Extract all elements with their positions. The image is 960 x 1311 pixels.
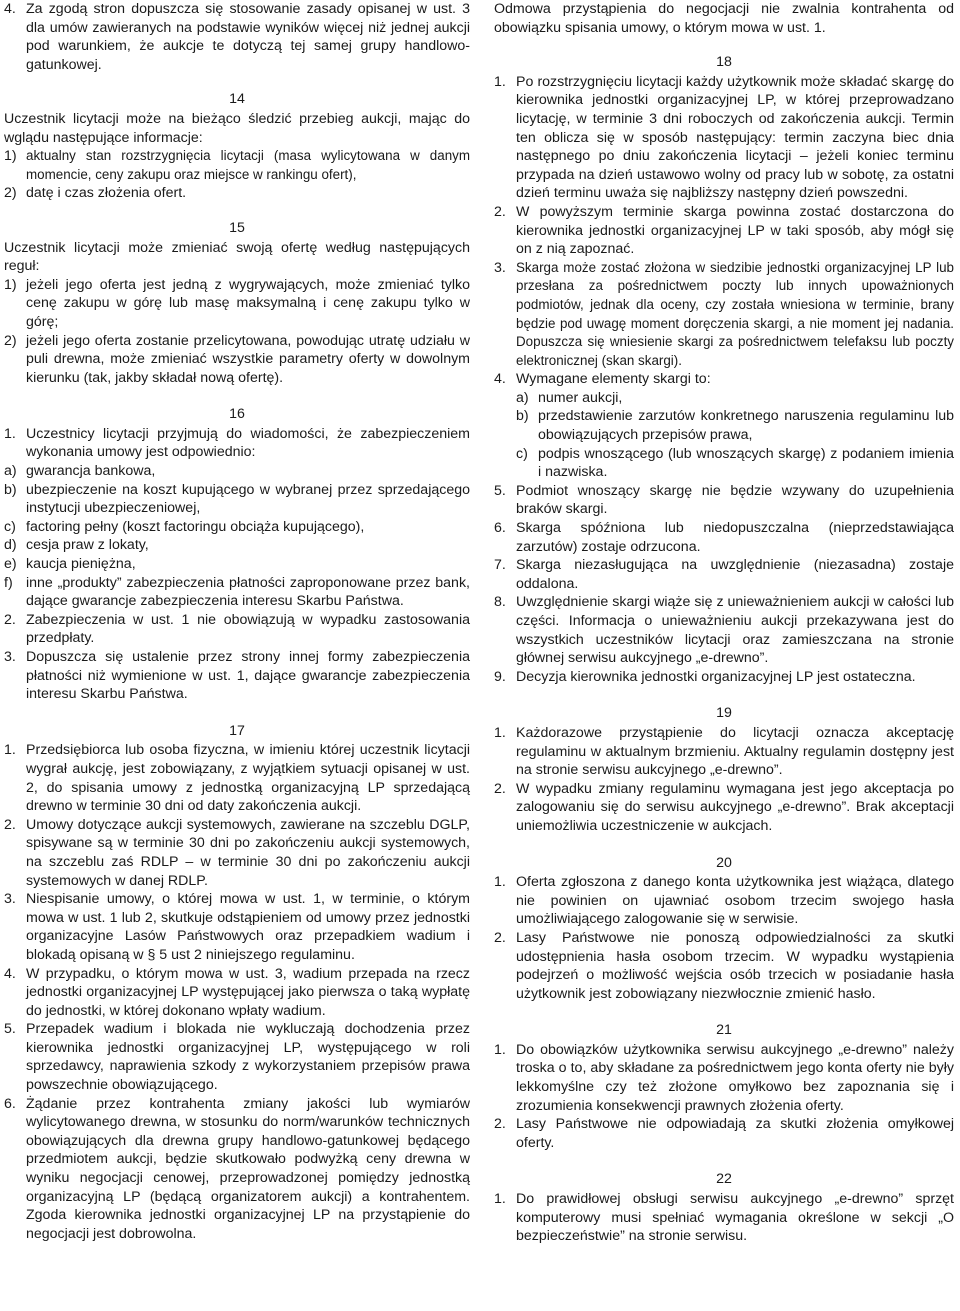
item-number: 9. (494, 668, 506, 685)
item-text: Do obowiązków użytkownika serwisu aukcyjnego „e-drewno” należy troska o to, aby składane za pośrednictwem jego konta oferty nie były lekkomyślne czy też złożone omyłkowo bez zapoznania się i zrozumienia konsekwencji prawnych złożenia oferty. (516, 1041, 954, 1114)
item-letter: a) (516, 389, 529, 406)
section-heading-20: 20 (716, 854, 732, 871)
list-item (494, 445, 954, 482)
item-number: 3. (494, 259, 506, 276)
list-item (4, 648, 470, 704)
list-item (494, 482, 954, 519)
list-item (4, 890, 470, 964)
item-text: jeżeli jego oferta zostanie przelicytowana, powodując utratę udziału w puli drewna, może zmieniać wszystkie parametry oferty w dowolnym kierunku (tak, jakby składał nową ofertę). (26, 332, 470, 386)
section-15-intro: Uczestnik licytacji może zmieniać swoją ofertę według następujących reguł: (4, 239, 470, 275)
item-letter: d) (4, 537, 17, 554)
item-text: cesja praw z lokaty, (26, 537, 149, 554)
item-number: 2. (494, 929, 506, 946)
item-text: Wymagane elementy skargi to: (516, 371, 711, 388)
section-heading-14: 14 (229, 91, 245, 108)
section-heading-22: 22 (716, 1171, 732, 1188)
item-number: 7. (494, 557, 506, 574)
list-item (4, 518, 470, 537)
list-item (4, 816, 470, 890)
list-item (494, 407, 954, 444)
list-item (494, 873, 954, 929)
item-text: factoring pełny (koszt factoringu obciąża kupującego), (26, 518, 365, 535)
item-text: Niespisanie umowy, o której mowa w ust. 1, w terminie, o którym mowa w ust. 1 lub 2, skutkuje odstąpieniem od umowy przez jednostki organizacyjne Lasów Państwowych oraz przepadkiem wadium i blokadą opisaną w § 5 ust 2 niniejszego regulaminu. (26, 891, 470, 963)
item-text: aktualny stan rozstrzygnięcia licytacji (masa wylicytowana w danym momencie, ceny zakupu oraz miejsce w rankingu ofert), (26, 148, 470, 182)
list-item (4, 741, 470, 815)
list-item (494, 389, 954, 408)
right-column (494, 0, 954, 1246)
item-text: Uwzględnienie skargi wiąże się z unieważnieniem aukcji w całości lub części. Informacja o unieważnieniu aukcji przekazywana jest do wszystkich uczestników licytacji oraz zamieszczana na stronie głównej serwisu aukcyjnego „e-drewno”. (516, 594, 954, 667)
list-item (4, 611, 470, 648)
item-text: Skarga niezasługująca na uwzględnienie (niezasadna) zostaje oddalona. (516, 557, 954, 592)
list-item (4, 184, 470, 203)
item-text: Uczestnicy licytacji przyjmują do wiadomości, że zabezpieczeniem wykonania umowy jest odpowiednio: (26, 425, 470, 461)
list-item (4, 332, 470, 388)
item-text: Po rozstrzygnięciu licytacji każdy użytkownik może składać skargę do kierownika jednostki organizacyjnej LP, w której przeprowadzano licytację, w terminie 3 dni roboczych od zakończenia aukcji. Termin ten oblicza się w sposób następujący: termin zaczyna biec dnia następnego po dniu zakończenia licytacji – jeżeli koniec terminu przypada na dzień ustawowo wolny od pracy lub w sobotę, za ostatni dzień terminu uważa się najbliższy następny dzień powszedni. (516, 73, 954, 202)
item-letter: c) (4, 518, 16, 535)
continuation-paragraph: Odmowa przystąpienia do negocjacji nie zwalnia kontrahenta od obowiązku spisania umowy, o którym mowa w ust. 1. (494, 1, 954, 36)
list-item (4, 276, 470, 332)
item-number: 2. (4, 816, 16, 833)
item-number: 8. (494, 594, 506, 611)
item-number: 2) (4, 332, 17, 349)
item-text: gwarancja bankowa, (26, 463, 156, 480)
list-item (494, 929, 954, 1003)
item-number: 4. (494, 371, 506, 388)
item-text: Dopuszcza się ustalenie przez strony innej formy zabezpieczenia płatności niż wymienione w ust. 1, dające gwarancje zabezpieczenia interesu Skarbu Państwa. (26, 649, 470, 703)
item-text: Zabezpieczenia w ust. 1 nie obowiązują w wypadku zastosowania przedpłaty. (26, 611, 470, 647)
list-item (494, 370, 954, 389)
item-number: 2. (494, 780, 506, 797)
section-heading-18: 18 (716, 54, 732, 71)
list-item (4, 481, 470, 518)
list-item (4, 555, 470, 574)
list-item (494, 1041, 954, 1115)
item-text: Za zgodą stron dopuszcza się stosowanie zasady opisanej w ust. 3 dla umów zawieranych na podstawie wyników więcej niż jednej aukcji pod warunkiem, że aukcje te dotyczą tej samej grupy handlowo-gatunkowej. (26, 1, 470, 73)
item-text: Każdorazowe przystąpienie do licytacji oznacza akceptację regulaminu w aktualnym brzmieniu. Aktualny regulamin dostępny jest na stronie serwisu aukcyjnego „e-drewno”. (516, 724, 954, 779)
section-heading-21: 21 (716, 1022, 732, 1039)
item-number: 6. (494, 520, 506, 537)
item-text: datę i czas złożenia ofert. (26, 185, 187, 202)
item-letter: c) (516, 445, 528, 462)
item-text: Żądanie przez kontrahenta zmiany jakości lub wymiarów wylicytowanego drewna, w stosunku do norm/warunków technicznych obowiązujących dla drewna grupy handlowo-gatunkowej będącego przedmiotem aukcji, będzie skutkowało podwyżką ceny drewna w wyniku negocjacji cenowej, przeprowadzonej pomiędzy jednostką organizacyjną LP (będącą organizatorem aukcji) a kontrahentem. Zgoda kierownika jednostki organizacyjnej LP na przystąpienie do negocjacji jest dobrowolna. (26, 1095, 470, 1242)
item-number: 1) (4, 276, 17, 293)
item-text: Przedsiębiorca lub osoba fizyczna, w imieniu której uczestnik licytacji wygrał aukcję, jest zobowiązany, z wyjątkiem sytuacji opisanej w ust. 2, do spisania umowy z jednostką organizacyjną LP sprzedającą drewno w terminie 30 dni od daty zakończenia aukcji. (26, 742, 470, 815)
list-item (494, 73, 954, 203)
item-text: Podmiot wnoszący skargę nie będzie wzywany do uzupełnienia braków skargi. (516, 482, 954, 518)
item-text: W przypadku, o którym mowa w ust. 3, wadium przepada na rzecz jednostki organizacyjnej LP występującej jako pierwsza o taką wypłatę do jednostki, w której dokonano wpłaty wadium. (26, 965, 470, 1019)
item-text: podpis wnoszącego (lub wnoszących skargę) z podaniem imienia i nazwiska. (538, 445, 954, 481)
list-item (494, 780, 954, 836)
item-text: W powyższym terminie skarga powinna zostać dostarczona do kierownika jednostki organizacyjnej LP w taki sposób, aby mógł się on z nią zapoznać. (516, 203, 954, 258)
item-letter: e) (4, 556, 17, 573)
list-item (4, 536, 470, 555)
item-number: 1. (494, 724, 506, 741)
list-item (4, 462, 470, 481)
section-heading-16: 16 (229, 406, 245, 423)
item-number: 3. (4, 649, 16, 665)
item-number: 1. (494, 1041, 506, 1058)
item-number: 2. (4, 611, 16, 628)
item-text: Lasy Państwowe nie ponoszą odpowiedzialności za skutki udostępnienia hasła osobom trzecim. W wypadku wystąpienia podejrzeń o możliwość wejścia osób trzecich w posiadanie hasła użytkownik jest zobowiązany niezwłocznie zmienić hasło. (516, 929, 954, 1002)
item-letter: b) (4, 481, 17, 498)
list-item (4, 1095, 470, 1244)
item-text: Skarga może zostać złożona w siedzibie jednostki organizacyjnej LP lub przesłana za pośrednictwem poczty lub innych upoważnionych podmiotów, jednak dla oceny, czy została wniesiona w terminie, brany będzie pod uwagę moment doręczenia skargi, a nie moment jej nadania. Dopuszcza się wniesienie skargi za pośrednictwem telefaksu lub poczty elektronicznej (skan skargi). (516, 259, 954, 368)
list-item (494, 593, 954, 667)
item-number: 4. (4, 1, 16, 17)
item-text: Umowy dotyczące aukcji systemowych, zawierane na szczeblu DGLP, spisywane są w terminie 30 dni po zakończeniu aukcji systemowych, na szczeblu zaś RDLP – w terminie 30 dni po zakończeniu aukcji systemowych w danej RDLP. (26, 816, 470, 889)
item-number: 1. (494, 1191, 506, 1208)
item-text: numer aukcji, (538, 389, 623, 406)
list-item (494, 1115, 954, 1152)
item-text: kaucja pieniężna, (26, 556, 136, 573)
item-number: 4. (4, 965, 16, 982)
item-text: jeżeli jego oferta jest jedną z wygrywających, może zmieniać tylko cenę zakupu w górę lub masę maksymalną i cenę zakupu tylko w górę; (26, 276, 470, 330)
list-item (494, 519, 954, 556)
item-number: 1. (494, 874, 506, 891)
item-number: 5. (4, 1021, 16, 1038)
item-text: Do prawidłowej obsługi serwisu aukcyjnego „e-drewno” sprzęt komputerowy musi spełniać wymagania określone w sekcji „O bezpieczeństwie” na stronie serwisu. (516, 1191, 954, 1245)
section-heading-17: 17 (229, 722, 245, 739)
list-item (494, 724, 954, 780)
item-letter: f) (4, 574, 13, 591)
item-number: 5. (494, 482, 506, 499)
item-letter: b) (516, 408, 529, 425)
section-14-intro: Uczestnik licytacji może na bieżąco śledzić przebieg aukcji, mając do wglądu następujące informacje: (4, 110, 470, 146)
section-heading-15: 15 (229, 219, 245, 236)
item-number: 1. (494, 73, 506, 90)
item-text: W wypadku zmiany regulaminu wymagana jest jego akceptacja po zalogowaniu się do serwisu aukcyjnego „e-drewno”. Brak akceptacji uniemożliwia uczestniczenie w aukcjach. (516, 780, 954, 834)
item-text: inne „produkty” zabezpieczenia płatności zaproponowane przez bank, dające gwarancje zabezpieczenia interesu Skarbu Państwa. (26, 574, 470, 610)
item-number: 1. (4, 742, 16, 759)
item-letter: a) (4, 463, 17, 480)
list-item (494, 259, 954, 371)
item-number: 2) (4, 185, 17, 202)
item-text: Oferta zgłoszona z danego konta użytkownika jest wiążąca, dlatego nie powinien on ujawniać osobom trzecim swojego hasła umożliwiającego zalogowanie się w serwisie. (516, 874, 954, 928)
item-text: Lasy Państwowe nie odpowiadają za skutki złożenia omyłkowej oferty. (516, 1116, 954, 1151)
list-item (4, 574, 470, 611)
item-number: 6. (4, 1095, 16, 1112)
list-item (4, 965, 470, 1021)
item-number: 1. (4, 425, 16, 442)
list-item (494, 203, 954, 259)
item-text: przedstawienie zarzutów konkretnego naruszenia regulaminu lub obowiązujących przepisów prawa, (538, 408, 954, 444)
item-number: 2. (494, 203, 506, 220)
list-item (494, 1190, 954, 1246)
item-text: ubezpieczenie na koszt kupującego w wybranej przez sprzedającego instytucji ubezpieczeniowej, (26, 481, 470, 517)
list-item (4, 0, 470, 74)
section-heading-19: 19 (716, 705, 732, 722)
list-item (4, 425, 470, 462)
list-item (494, 556, 954, 593)
item-number: 1) (4, 148, 17, 165)
item-number: 2. (494, 1116, 506, 1133)
item-number: 3. (4, 891, 16, 908)
item-text: Przepadek wadium i blokada nie wykluczają dochodzenia przez kierownika jednostki organizacyjnej LP, występującego w roli sprzedawcy, naprawienia szkody z wykorzystaniem przepisów prawa powszechnie obowiązującego. (26, 1021, 470, 1094)
left-column (4, 0, 470, 1246)
list-item (4, 147, 470, 184)
list-item (4, 1020, 470, 1094)
item-text: Decyzja kierownika jednostki organizacyjnej LP jest ostateczna. (516, 668, 916, 685)
item-text: Skarga spóźniona lub niedopuszczalna (nieprzedstawiająca zarzutów) zostaje odrzucona. (516, 520, 954, 555)
list-item (494, 668, 954, 687)
